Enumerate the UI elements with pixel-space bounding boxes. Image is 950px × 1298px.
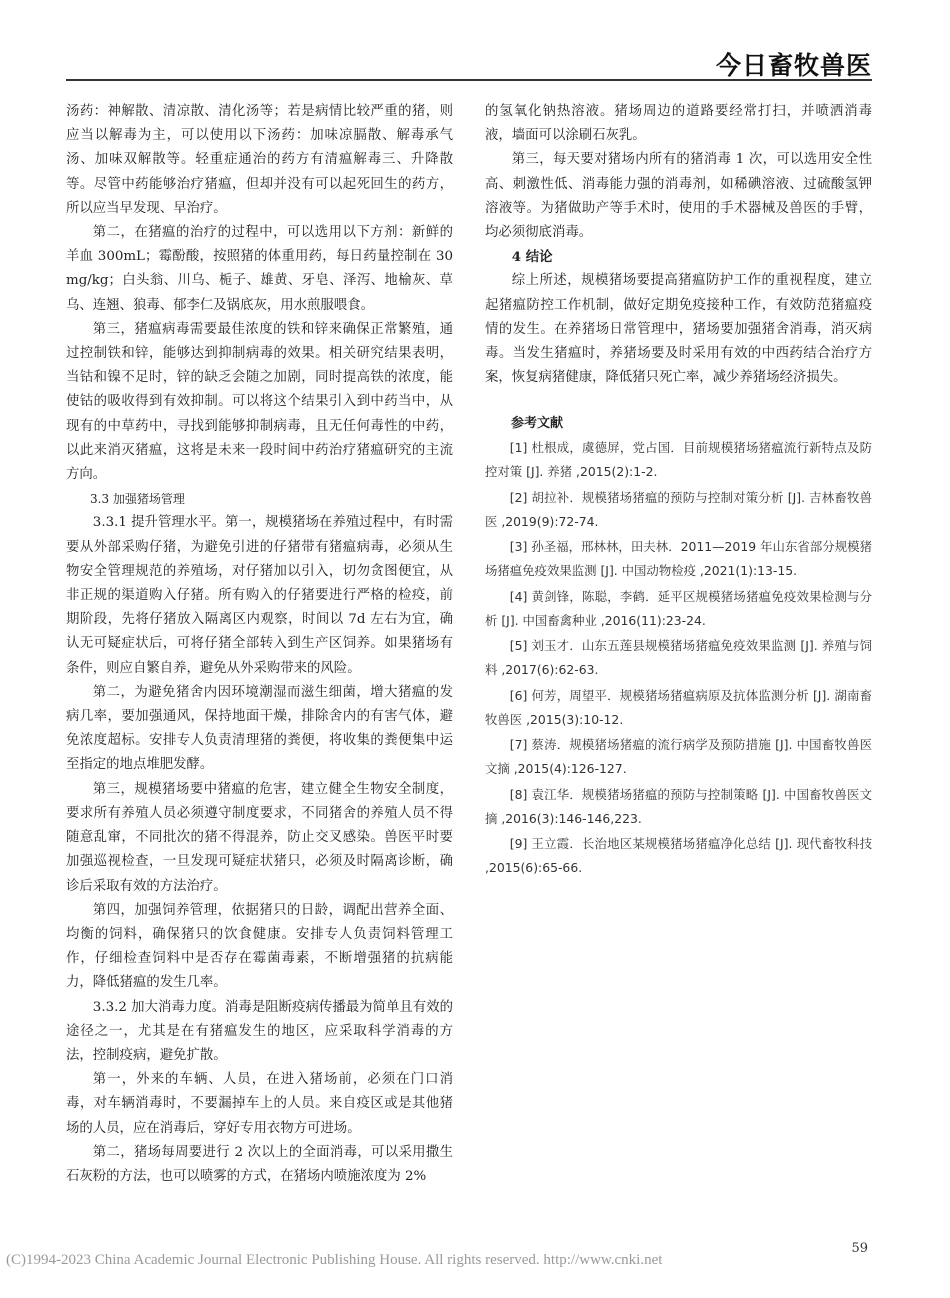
journal-title: 今日畜牧兽医 bbox=[715, 51, 872, 80]
paragraph: 汤药：神解散、清凉散、清化汤等；若是病情比较严重的猪，则应当以解毒为主，可以使用以下汤药：加味凉膈散、解毒承气汤、加味双解散等。轻重症通治的药方有清瘟解毒三、升降散等。尽管中药能够治疗猪瘟，但却并没有可以起死回生的药方，所以应当早发现、早治疗。 bbox=[66, 104, 453, 216]
section-heading: 3.3 加强猪场管理 bbox=[90, 492, 185, 507]
references-title: 参考文献 bbox=[511, 416, 564, 432]
reference-item: [2] 胡拉补．规模猪场猪瘟的预防与控制对策分析 [J]. 吉林畜牧兽医 ,2019(9):72-74. bbox=[485, 489, 872, 529]
reference-item: [7] 蔡涛．规模猪场猪瘟的流行病学及预防措施 [J]. 中国畜牧兽医文摘 ,2015(4):126-127. bbox=[485, 737, 872, 777]
right-column bbox=[485, 100, 872, 882]
paragraph: 第二，在猪瘟的治疗的过程中，可以选用以下方剂：新鲜的羊血 300mL；霉酚酸，按照猪的体重用药，每日药量控制在 30mg/kg；白头翁、川乌、栀子、雄黄、牙皂、泽泻、地榆灰、草乌、连翘、狼毒、郁李仁及锅底灰，用水煎服喂食。 bbox=[66, 225, 453, 313]
reference-item: [8] 袁江华．规模猪场猪瘟的预防与控制策略 [J]. 中国畜牧兽医文摘 ,2016(3):146-146,223. bbox=[485, 786, 872, 826]
page-number: 59 bbox=[851, 1241, 868, 1256]
left-column bbox=[66, 100, 453, 1189]
reference-item: [5] 刘玉才．山东五莲县规模猪场猪瘟免疫效果监测 [J]. 养殖与饲料 ,2017(6):62-63. bbox=[485, 638, 872, 678]
paragraph: 第三，每天要对猪场内所有的猪消毒 1 次，可以选用安全性高、刺激性低、消毒能力强的消毒剂，如稀碘溶液、过硫酸氢钾溶液等。为猪做助产等手术时，使用的手术器械及兽医的手臂，均必须彻底消毒。 bbox=[485, 152, 872, 241]
paragraph: 第二，猪场每周要进行 2 次以上的全面消毒，可以采用撒生石灰粉的方法，也可以喷雾的方式，在猪场内喷施浓度为 2% bbox=[66, 1144, 453, 1184]
reference-item: [3] 孙圣福，邢林林，田夫林．2011—2019 年山东省部分规模猪场猪瘟免疫效果监测 [J]. 中国动物检疫 ,2021(1):13-15. bbox=[485, 539, 872, 579]
reference-item: [6] 何芳，周望平．规模猪场猪瘟病原及抗体监测分析 [J]. 湖南畜牧兽医 ,2015(3):10-12. bbox=[485, 687, 872, 727]
paragraph: 3.3.2 加大消毒力度。消毒是阻断疫病传播最为简单且有效的途径之一，尤其是在有猪瘟发生的地区，应采取科学消毒的方法，控制疫病，避免扩散。 bbox=[66, 999, 453, 1063]
paragraph: 的氢氧化钠热溶液。猪场周边的道路要经常打扫，并喷洒消毒液，墙面可以涂刷石灰乳。 bbox=[485, 104, 872, 144]
section-heading: 4 结论 bbox=[511, 249, 553, 266]
paragraph: 第三，规模猪场要中猪瘟的危害，建立健全生物安全制度，要求所有养殖人员必须遵守制度要求，不同猪舍的养殖人员不得随意乱窜，不同批次的猪不得混养，防止交叉感染。兽医平时要加强巡视检查，一旦发现可疑症状猪只，必须及时隔离诊断，确诊后采取有效的方法治疗。 bbox=[66, 781, 453, 894]
reference-item: [9] 王立霞．长治地区某规模猪场猪瘟净化总结 [J]. 现代畜牧科技 ,2015(6):65-66. bbox=[485, 836, 872, 876]
paragraph: 第三，猪瘟病毒需要最佳浓度的铁和锌来确保正常繁殖，通过控制铁和锌，能够达到抑制病毒的效果。相关研究结果表明，当钴和镍不足时，锌的缺乏会随之加剧，同时提高铁的浓度，能使钴的吸收得到有效抑制。可以将这个结果引入到中药当中，从现有的中草药中，寻找到能够抑制病毒，且无任何毒性的中药，以此来消灭猪瘟，这将是未来一段时间中药治疗猪瘟研究的主流方向。 bbox=[66, 321, 453, 483]
header-rule bbox=[66, 79, 872, 81]
paragraph: 3.3.1 提升管理水平。第一，规模猪场在养殖过程中，有时需要从外部采购仔猪，为避免引进的仔猪带有猪瘟病毒，必须从生物安全管理规范的养殖场，对仔猪加以引入，切勿贪图便宜，从非正规的渠道购入仔猪。所有购入的仔猪要进行严格的检疫，前期阶段，先将仔猪放入隔离区内观察，时间以 7d 左右为宜，确认无可疑症状后，可将仔猪全部转入到生产区饲养。如果猪场有条件，则应自繁自养，避免从外采购带来的风险。 bbox=[66, 515, 453, 676]
paragraph: 第四，加强饲养管理，依据猪只的日龄，调配出营养全面、均衡的饲料，确保猪只的饮食健康。安排专人负责饲料管理工作，仔细检查饲料中是否存在霉菌毒素，不断增强猪的抗病能力，降低猪瘟的发生几率。 bbox=[66, 902, 453, 991]
reference-item: [1] 杜根成，虞德屏，党占国．目前规模猪场猪瘟流行新特点及防控对策 [J]. 养猪 ,2015(2):1-2. bbox=[485, 440, 872, 480]
paragraph: 第二，为避免猪舍内因环境潮湿而滋生细菌，增大猪瘟的发病几率，要加强通风，保持地面干燥，排除舍内的有害气体，避免浓度超标。安排专人负责清理猪的粪便，将收集的粪便集中运至指定的地点堆肥发酵。 bbox=[66, 684, 453, 773]
paragraph: 综上所述，规模猪场要提高猪瘟防护工作的重视程度，建立起猪瘟防控工作机制，做好定期免疫接种工作，有效防范猪瘟疫情的发生。在养猪场日常管理中，猪场要加强猪舍消毒，消灭病毒。当发生猪瘟时，养猪场要及时采用有效的中西药结合治疗方案，恢复病猪健康，降低猪只死亡率，减少养猪场经济损失。 bbox=[485, 273, 872, 386]
copyright-watermark: (C)1994-2023 China Academic Journal Electronic Publishing House. All rights reserved. http://www.cnki.net bbox=[6, 1252, 663, 1268]
reference-list bbox=[485, 436, 872, 880]
reference-item: [4] 黄剑锋，陈聪，李鹤．延平区规模猪场猪瘟免疫效果检测与分析 [J]. 中国畜禽种业 ,2016(11):23-24. bbox=[485, 588, 872, 628]
paragraph: 第一，外来的车辆、人员，在进入猪场前，必须在门口消毒，对车辆消毒时，不要漏掉车上的人员。来自疫区或是其他猪场的人员，应在消毒后，穿好专用衣物方可进场。 bbox=[66, 1072, 453, 1136]
